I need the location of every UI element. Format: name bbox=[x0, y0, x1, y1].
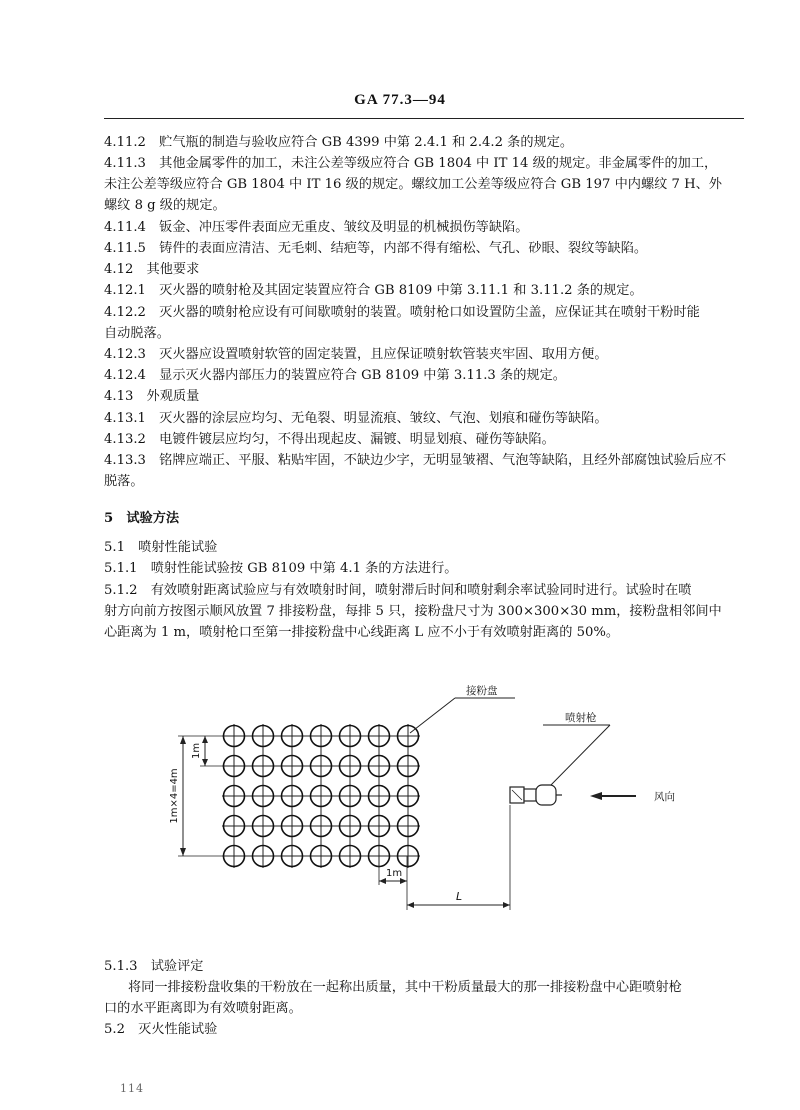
spray-gun bbox=[510, 785, 562, 805]
clause-5-1-3-body: 将同一排接粉盘收集的干粉放在一起称出质量，其中干粉质量最大的那一排接粉盘中心距喷射枪 bbox=[128, 980, 682, 995]
clause-5-1-1: 5.1.1 喷射性能试验按 GB 8109 中第 4.1 条的方法进行。 bbox=[104, 561, 458, 576]
dim-4m-label: 1m×4=4m bbox=[169, 768, 180, 824]
spray-test-figure bbox=[0, 670, 800, 940]
clause-5-1-2-cont: 射方向前方按图示顺风放置 7 排接粉盘，每排 5 只，接粉盘尺寸为 300×300×30 mm，接粉盘相邻间中 bbox=[104, 604, 722, 619]
tray-leader-line bbox=[410, 698, 455, 733]
clause-5-1-2-cont2: 心距离为 1 m，喷射枪口至第一排接粉盘中心线距离 L 应不小于有效喷射距离的 50%。 bbox=[104, 625, 620, 640]
clause-5-1-3-body-cont: 口的水平距离即为有效喷射距离。 bbox=[104, 1001, 302, 1016]
dim-1m-v-label: 1m bbox=[191, 742, 202, 760]
dim-L-arrow-right bbox=[503, 902, 510, 908]
dim-4m-arrow-bottom bbox=[180, 848, 186, 856]
clause-4-12-2: 4.12.2 灭火器的喷射枪应设有可间歇喷射的装置。喷射枪口如设置防尘盖，应保证其在喷射干粉时能 bbox=[104, 305, 700, 320]
section-4-12-heading: 4.12 其他要求 bbox=[104, 262, 200, 277]
tray-label: 接粉盘 bbox=[466, 685, 498, 697]
header-rule bbox=[104, 118, 744, 119]
section-4-13-heading: 4.13 外观质量 bbox=[104, 389, 200, 404]
section-5-heading: 5 试验方法 bbox=[104, 511, 180, 526]
tray-grid bbox=[222, 724, 420, 868]
clause-5-1-2: 5.1.2 有效喷射距离试验应与有效喷射时间，喷射滞后时间和喷射剩余率试验同时进行。试验时在喷 bbox=[104, 583, 692, 598]
dim-1m-v-arrow-top bbox=[202, 736, 208, 743]
clause-4-12-4: 4.12.4 显示灭火器内部压力的装置应符合 GB 8109 中第 3.11.3 条的规定。 bbox=[104, 368, 566, 383]
wind-arrow-head bbox=[590, 792, 602, 800]
clause-4-13-3: 4.13.3 铭牌应端正、平服、粘贴牢固，不缺边少字，无明显皱褶、气泡等缺陷，且经外部腐蚀试验后应不 bbox=[104, 453, 727, 468]
page-number: 114 bbox=[120, 1082, 144, 1095]
clause-4-11-4: 4.11.4 钣金、冲压零件表面应无重皮、皱纹及明显的机械损伤等缺陷。 bbox=[104, 220, 529, 235]
dim-L-label: L bbox=[456, 890, 463, 903]
clause-4-11-3-cont2: 螺纹 8 g 级的规定。 bbox=[104, 198, 226, 213]
dim-1m-h-arrow-left bbox=[379, 878, 386, 884]
clause-4-13-2: 4.13.2 电镀件镀层应均匀，不得出现起皮、漏镀、明显划痕、碰伤等缺陷。 bbox=[104, 432, 555, 447]
clause-5-1-3: 5.1.3 试验评定 bbox=[104, 959, 204, 974]
clause-4-12-2-cont: 自动脱落。 bbox=[104, 326, 170, 341]
clause-4-11-3: 4.11.3 其他金属零件的加工，未注公差等级应符合 GB 1804 中 IT 14 级的规定。非金属零件的加工， bbox=[104, 156, 718, 171]
clause-4-11-3-cont: 未注公差等级应符合 GB 1804 中 IT 16 级的规定。螺纹加工公差等级应符合 GB 197 中内螺纹 7 H、外 bbox=[104, 177, 722, 192]
clause-4-11-5: 4.11.5 铸件的表面应清洁、无毛刺、结疤等，内部不得有缩松、气孔、砂眼、裂纹等缺陷。 bbox=[104, 241, 648, 256]
gun-leader-line bbox=[548, 725, 610, 788]
gun-label: 喷射枪 bbox=[565, 712, 597, 724]
clause-4-13-1: 4.13.1 灭火器的涂层应均匀、无龟裂、明显流痕、皱纹、气泡、划痕和碰伤等缺陷。 bbox=[104, 411, 608, 426]
clause-4-13-3-cont: 脱落。 bbox=[104, 474, 144, 489]
section-5-1-heading: 5.1 喷射性能试验 bbox=[104, 540, 218, 555]
page-header-code: GA 77.3—94 bbox=[354, 92, 446, 108]
dim-1m-h-label: 1m bbox=[386, 868, 403, 879]
clause-4-11-2: 4.11.2 贮气瓶的制造与验收应符合 GB 4399 中第 2.4.1 和 2.4.2 条的规定。 bbox=[104, 135, 574, 150]
wind-label: 风向 bbox=[654, 791, 675, 803]
clause-4-12-3: 4.12.3 灭火器应设置喷射软管的固定装置，且应保证喷射软管装夹牢固、取用方便。 bbox=[104, 347, 608, 362]
dim-1m-v-arrow-bottom bbox=[202, 759, 208, 766]
dim-L-arrow-left bbox=[407, 902, 414, 908]
dim-4m-arrow-top bbox=[180, 736, 186, 744]
section-5-2-heading: 5.2 灭火性能试验 bbox=[104, 1022, 218, 1037]
clause-4-12-1: 4.12.1 灭火器的喷射枪及其固定装置应符合 GB 8109 中第 3.11.1 和 3.11.2 条的规定。 bbox=[104, 283, 643, 298]
